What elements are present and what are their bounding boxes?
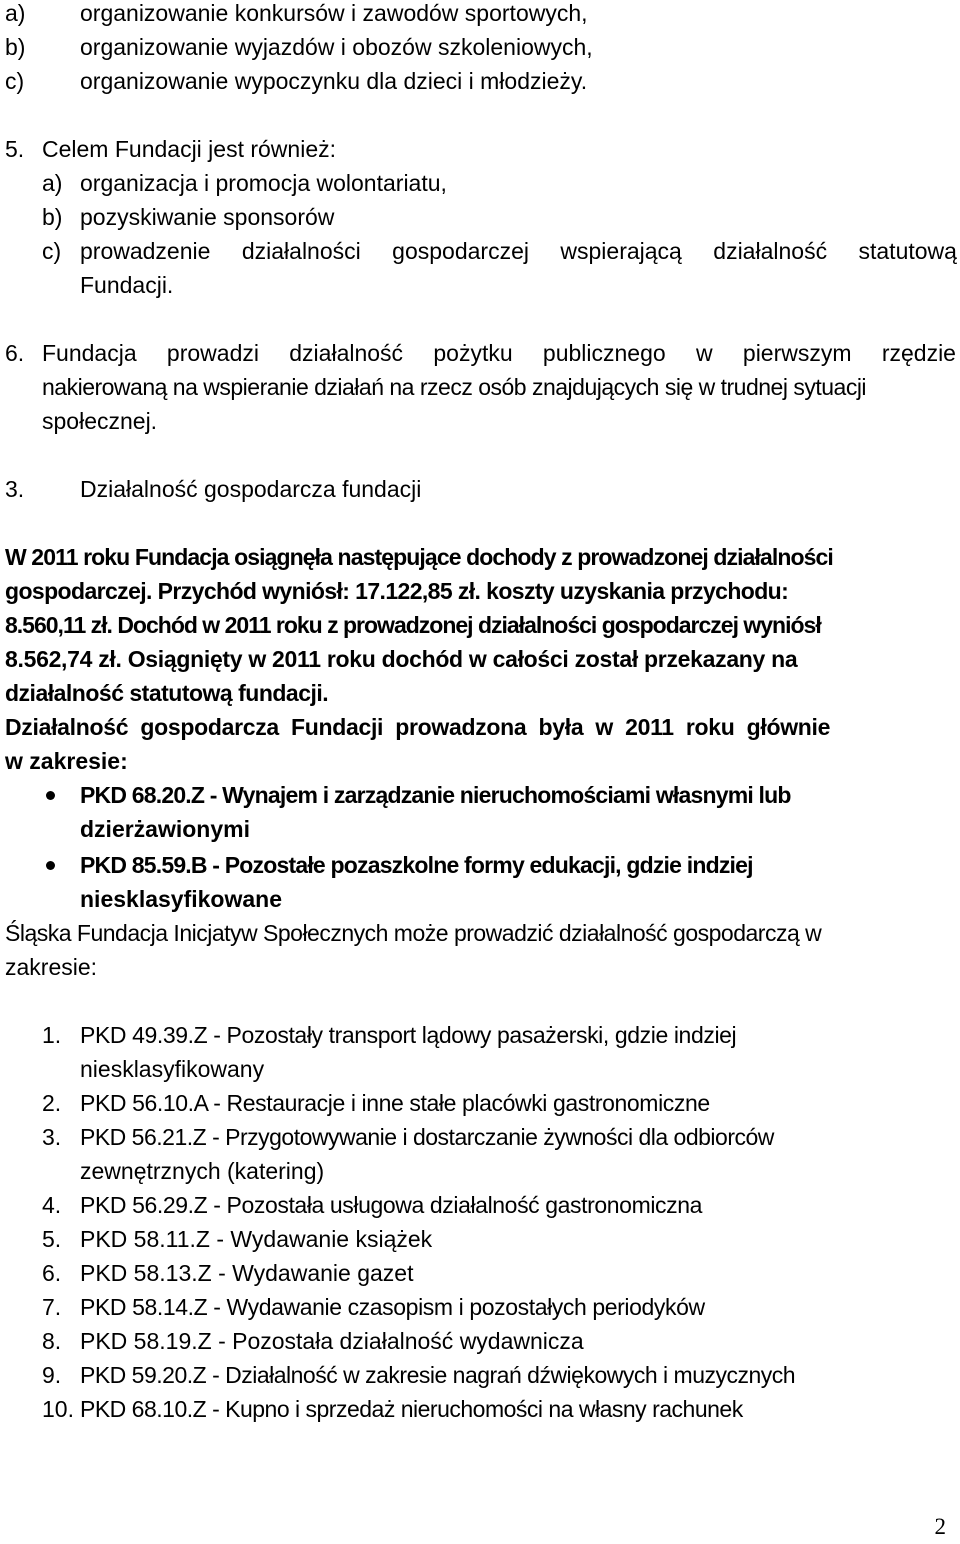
- word: w: [695, 340, 713, 366]
- paragraph-line: społecznej.: [42, 408, 158, 434]
- word: pożytku: [433, 340, 513, 366]
- list-number: 1.: [42, 1022, 62, 1048]
- bold-paragraph-line: działalność statutową fundacji.: [5, 680, 329, 706]
- word: działalność: [289, 340, 404, 366]
- section-title: Działalność gospodarcza fundacji: [80, 476, 422, 502]
- word: gospodarczej: [392, 238, 529, 264]
- list-label: a): [5, 0, 26, 26]
- list-number: 2.: [42, 1090, 62, 1116]
- bold-paragraph-line: 8.560,11 zł. Dochód w 2011 roku z prowadzonej działalności gospodarczej wyniósł: [5, 612, 821, 638]
- bold-paragraph-line: w zakresie:: [5, 748, 128, 774]
- list-label: a): [42, 170, 63, 196]
- word: wspierającą: [560, 238, 682, 264]
- list-item-text: pozyskiwanie sponsorów: [80, 204, 335, 230]
- list-label: c): [42, 238, 62, 264]
- bullet-item-text: PKD 68.20.Z - Wynajem i zarządzanie nieruchomościami własnymi lub: [80, 782, 791, 808]
- list-item-continuation: Fundacji.: [80, 272, 174, 298]
- section-number: 3.: [5, 476, 25, 502]
- list-number: 7.: [42, 1294, 62, 1320]
- word: prowadzenie: [80, 238, 211, 264]
- point-intro: Celem Fundacji jest również:: [42, 136, 337, 162]
- list-item-text: organizowanie wypoczynku dla dzieci i młodzieży.: [80, 68, 588, 94]
- point-number: 6.: [5, 340, 25, 366]
- word: działalność: [713, 238, 828, 264]
- list-item-text: PKD 56.29.Z - Pozostała usługowa działalność gastronomiczna: [80, 1192, 703, 1218]
- point-number: 5.: [5, 136, 25, 162]
- bold-paragraph-line: W 2011 roku Fundacja osiągnęła następujące dochody z prowadzonej działalności: [5, 544, 833, 570]
- list-number: 5.: [42, 1226, 62, 1252]
- paragraph-line: Śląska Fundacja Inicjatyw Społecznych może prowadzić działalność gospodarczą w: [5, 920, 822, 946]
- justified-line: [80, 234, 957, 268]
- list-number: 10.: [42, 1396, 74, 1422]
- list-number: 9.: [42, 1362, 62, 1388]
- list-item-text: PKD 68.10.Z - Kupno i sprzedaż nieruchomości na własny rachunek: [80, 1396, 743, 1422]
- list-item-continuation: niesklasyfikowany: [80, 1056, 265, 1082]
- paragraph-line: nakierowaną na wspieranie działań na rzecz osób znajdujących się w trudnej sytuacji: [42, 374, 867, 400]
- list-item-text: organizowanie wyjazdów i obozów szkoleniowych,: [80, 34, 593, 60]
- list-item-text: organizowanie konkursów i zawodów sportowych,: [80, 0, 588, 26]
- bullet-item-continuation: niesklasyfikowane: [80, 886, 282, 912]
- list-number: 6.: [42, 1260, 62, 1286]
- bullet-item-text: PKD 85.59.B - Pozostałe pozaszkolne formy edukacji, gdzie indziej: [80, 852, 753, 878]
- bullet-icon: [46, 861, 55, 870]
- justified-line: [42, 336, 956, 370]
- bold-paragraph-line: Działalność gospodarcza Fundacji prowadzona była w 2011 roku głównie: [5, 714, 831, 740]
- list-item-text: PKD 58.13.Z - Wydawanie gazet: [80, 1260, 414, 1286]
- list-label: b): [42, 204, 63, 230]
- list-number: 8.: [42, 1328, 62, 1354]
- bold-paragraph-line: gospodarczej. Przychód wyniósł: 17.122,85 zł. koszty uzyskania przychodu:: [5, 578, 789, 604]
- word: rzędzie: [881, 340, 956, 366]
- word: działalności: [241, 238, 361, 264]
- bullet-icon: [46, 791, 55, 800]
- list-number: 3.: [42, 1124, 62, 1150]
- list-item-text: PKD 58.14.Z - Wydawanie czasopism i pozostałych periodyków: [80, 1294, 705, 1320]
- list-item-text: PKD 59.20.Z - Działalność w zakresie nagrań dźwiękowych i muzycznych: [80, 1362, 796, 1388]
- page-number: 2: [934, 1514, 946, 1539]
- list-item-text: organizacja i promocja wolontariatu,: [80, 170, 447, 196]
- list-item-text: PKD 56.21.Z - Przygotowywanie i dostarczanie żywności dla odbiorców: [80, 1124, 774, 1150]
- list-item-text: PKD 58.19.Z - Pozostała działalność wydawnicza: [80, 1328, 584, 1354]
- list-item-continuation: zewnętrznych (katering): [80, 1158, 325, 1184]
- bullet-item-continuation: dzierżawionymi: [80, 816, 250, 842]
- word: pierwszym: [742, 340, 852, 366]
- list-label: b): [5, 34, 26, 60]
- word: publicznego: [542, 340, 666, 366]
- list-item-text: PKD 49.39.Z - Pozostały transport lądowy pasażerski, gdzie indziej: [80, 1022, 737, 1048]
- bold-paragraph-line: 8.562,74 zł. Osiągnięty w 2011 roku dochód w całości został przekazany na: [5, 646, 798, 672]
- list-item-text: PKD 56.10.A - Restauracje i inne stałe placówki gastronomiczne: [80, 1090, 710, 1116]
- paragraph-line: zakresie:: [5, 954, 98, 980]
- list-number: 4.: [42, 1192, 62, 1218]
- word: statutową: [858, 238, 957, 264]
- list-label: c): [5, 68, 25, 94]
- word: Fundacja: [42, 340, 137, 366]
- list-item-text: PKD 58.11.Z - Wydawanie książek: [80, 1226, 433, 1252]
- word: prowadzi: [166, 340, 259, 366]
